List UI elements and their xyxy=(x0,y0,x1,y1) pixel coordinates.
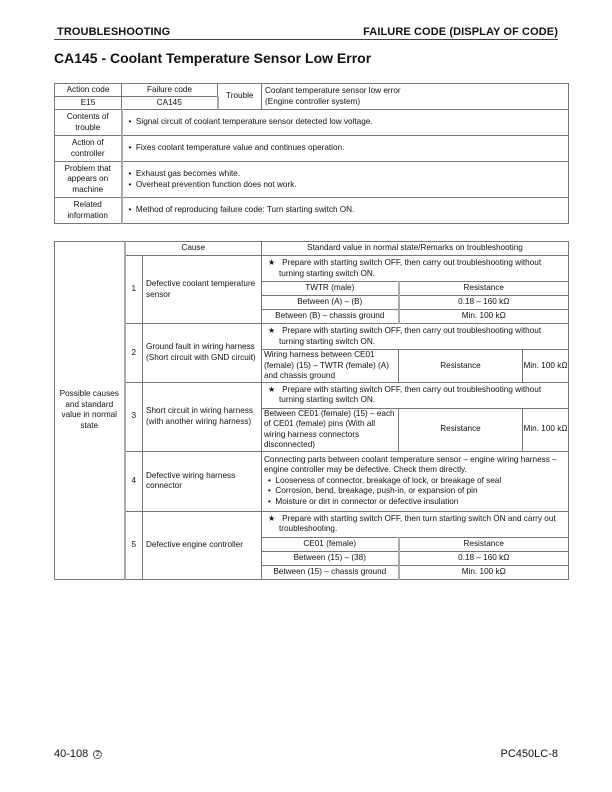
star-icon: ★ xyxy=(268,258,276,267)
row-content: • Method of reproducing failure code: Turn starting switch ON. xyxy=(122,198,569,224)
col-cause-header: Cause xyxy=(125,242,262,256)
page-number-text: 40-108 xyxy=(54,748,89,760)
star-icon: ★ xyxy=(268,513,276,523)
failure-code-label: Failure code xyxy=(122,84,218,97)
sub-table-head: Resistance xyxy=(399,537,569,551)
check-target: Wiring harness between CE01 (female) (15) – TWTR (female) (A) and chassis ground xyxy=(262,350,399,383)
sub-table-head: CE01 (female) xyxy=(262,537,399,551)
row-label: Problem that appears on machine xyxy=(55,162,122,198)
note-text: Prepare with starting switch OFF, then carry out troubleshooting without turning starting switch ON. xyxy=(279,326,542,346)
model-number: PC450LC-8 xyxy=(500,748,558,760)
sub-table-head: TWTR (male) xyxy=(262,282,399,296)
page-header xyxy=(54,26,558,40)
revision-icon: 2 xyxy=(93,750,102,759)
sub-table-cell: Min. 100 kΩ xyxy=(399,565,569,579)
star-icon: ★ xyxy=(268,384,276,394)
star-icon: ★ xyxy=(268,326,276,335)
header-subsection: FAILURE CODE (DISPLAY OF CODE) xyxy=(363,26,558,38)
content-item: Fixes coolant temperature value and continues operation. xyxy=(135,143,345,153)
possible-causes-table xyxy=(54,241,569,580)
note-text: Prepare with starting switch OFF, then carry out troubleshooting without turning starting switch ON. xyxy=(279,384,542,404)
page-number xyxy=(54,748,102,760)
row-label: Action of controller xyxy=(55,136,122,162)
content-item: Signal circuit of coolant temperature sensor detected low voltage. xyxy=(135,117,373,127)
sub-table-cell: Between (15) – (38) xyxy=(262,551,399,565)
sub-table-cell: 0.18 – 160 kΩ xyxy=(399,296,569,310)
cause-text: Defective engine controller xyxy=(143,511,262,579)
sub-table-cell: Between (15) – chassis ground xyxy=(262,565,399,579)
note-text: Prepare with starting switch OFF, then turn starting switch ON and carry out troubleshooting. xyxy=(279,513,556,533)
sub-table-cell: Between (A) – (B) xyxy=(262,296,399,310)
content-item: Method of reproducing failure code: Turn starting switch ON. xyxy=(135,205,355,215)
content-item: Exhaust gas becomes white. xyxy=(135,169,241,178)
sub-table-cell: Between (B) – chassis ground xyxy=(262,310,399,324)
trouble-label: Trouble xyxy=(218,84,262,110)
sub-table-cell: 0.18 – 160 kΩ xyxy=(399,551,569,565)
trouble-line-2: (Engine controller system) xyxy=(265,96,361,106)
header-section: TROUBLESHOOTING xyxy=(57,26,171,38)
sub-table-head: Resistance xyxy=(399,282,569,296)
check-intro: Connecting parts between coolant temperature sensor – engine wiring harness – engine controller may be defective. Check them directly. xyxy=(264,454,557,475)
check-item: Moisture or dirt in connector or defective insulation xyxy=(275,496,459,506)
row-label: Related information xyxy=(55,198,122,224)
side-label: Possible causes and standard value in normal state xyxy=(55,242,125,580)
sub-table-cell: Min. 100 kΩ xyxy=(399,310,569,324)
cause-text: Defective wiring harness connector xyxy=(143,451,262,511)
measure-type: Resistance xyxy=(399,350,523,383)
trouble-description xyxy=(262,84,569,110)
cause-note xyxy=(262,256,569,282)
cause-number: 3 xyxy=(125,382,143,451)
row-content: • Signal circuit of coolant temperature sensor detected low voltage. xyxy=(122,110,569,136)
action-code-label: Action code xyxy=(55,84,122,97)
trouble-line-1: Coolant temperature sensor low error xyxy=(265,86,401,95)
cause-text: Ground fault in wiring harness (Short circuit with GND circuit) xyxy=(143,324,262,383)
cause-note xyxy=(262,324,569,350)
failure-summary-table xyxy=(54,83,569,224)
note-text: Prepare with starting switch OFF, then carry out troubleshooting without turning starting switch ON. xyxy=(279,258,542,278)
measure-type: Resistance xyxy=(399,408,523,451)
standard-value: Min. 100 kΩ xyxy=(523,350,569,383)
cause-note xyxy=(262,382,569,408)
cause-text: Defective coolant temperature sensor xyxy=(143,256,262,324)
row-label: Contents of trouble xyxy=(55,110,122,136)
row-content: • Fixes coolant temperature value and continues operation. xyxy=(122,136,569,162)
col-standard-header: Standard value in normal state/Remarks on troubleshooting xyxy=(262,242,569,256)
cause-number: 1 xyxy=(125,256,143,324)
cause-number: 2 xyxy=(125,324,143,383)
failure-code-value: CA145 xyxy=(122,97,218,110)
cause-number: 4 xyxy=(125,451,143,511)
cause-number: 5 xyxy=(125,511,143,579)
check-target: Between CE01 (female) (15) – each of CE01 (female) pins (With all wiring harness connectors disconnected) xyxy=(262,408,399,451)
content-item: Overheat prevention function does not work. xyxy=(135,179,297,189)
check-item: Corrosion, bend, breakage, push-in, or expansion of pin xyxy=(275,486,478,496)
check-item: Looseness of connector, breakage of lock, or breakage of seal xyxy=(275,475,502,485)
cause-text: Short circuit in wiring harness (with another wiring harness) xyxy=(143,382,262,451)
standard-value: Min. 100 kΩ xyxy=(523,408,569,451)
cause-note xyxy=(262,511,569,537)
row-content: • Exhaust gas becomes white. • Overheat prevention function does not work. xyxy=(122,162,569,198)
action-code-value: E15 xyxy=(55,97,122,110)
cause-check-list: Connecting parts between coolant temperature sensor – engine wiring harness – engine controller may be defective. Check them directly. • Looseness of connector, breakage of lock, or breakage of seal • Corrosion, bend, breakage, push-in, or expansion of pin • Moisture or dirt in connector or defective insulation xyxy=(262,451,569,511)
page-title: CA145 - Coolant Temperature Sensor Low Error xyxy=(54,50,372,66)
